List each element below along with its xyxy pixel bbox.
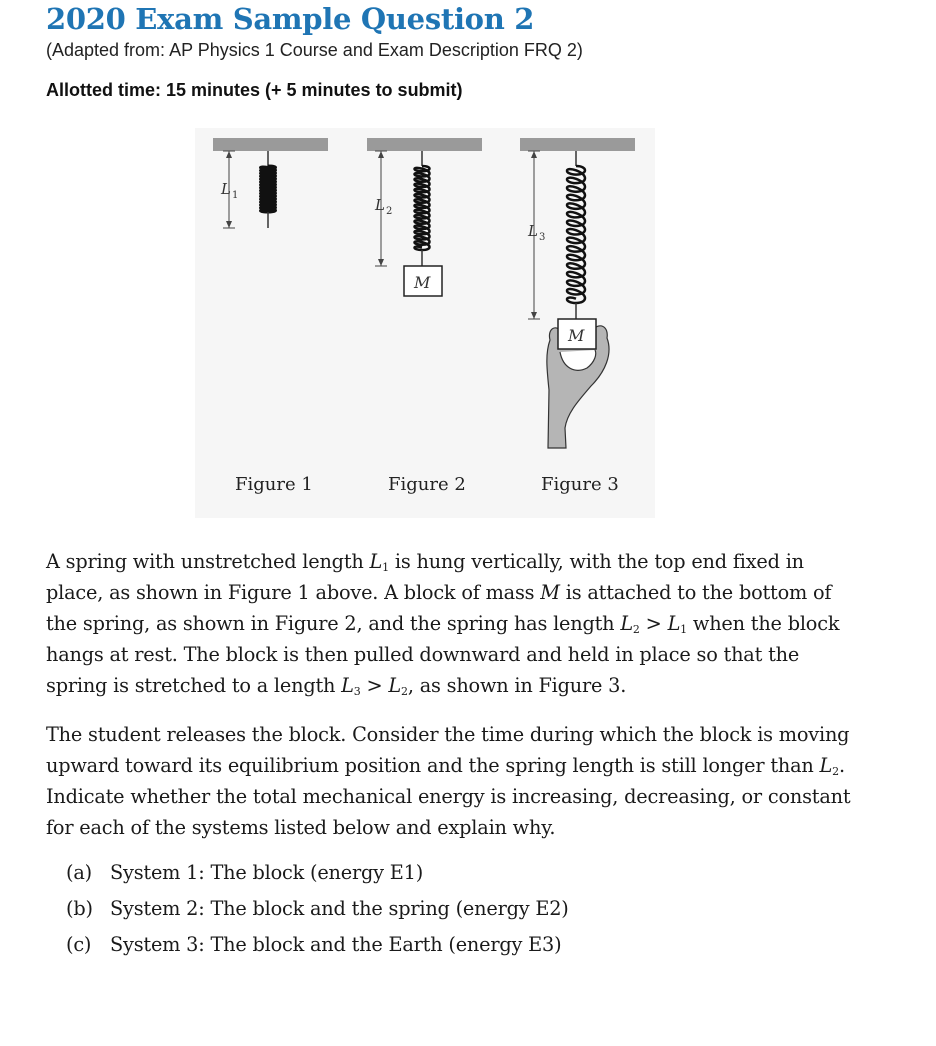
option-c: [66, 927, 569, 963]
option-a: [66, 855, 569, 891]
page-title: 2020 Exam Sample Question 2: [46, 2, 535, 36]
ceiling-3: [520, 138, 635, 151]
para2-line4: for each of the systems listed below and explain why.: [46, 816, 556, 839]
para2-line1: The student releases the block. Consider the time during which the block is moving: [46, 723, 850, 746]
problem-paragraph-2: [46, 719, 851, 843]
option-b-label: (b): [66, 897, 93, 920]
length-label-2: L: [375, 196, 385, 214]
para1-line1: A spring with unstretched length $L_1$ is hung vertically, with the top end fixed in: [46, 550, 804, 574]
length-sub-3: 3: [539, 232, 546, 243]
figure-1-caption: Figure 1: [235, 474, 313, 495]
figure-2-caption: Figure 2: [388, 474, 466, 495]
option-b: [66, 891, 569, 927]
figure-3-caption: Figure 3: [541, 474, 619, 495]
para1-line2: place, as shown in Figure 1 above. A block of mass M is attached to the bottom of: [46, 581, 832, 604]
spring-1: [261, 166, 276, 212]
length-label-1: L: [221, 180, 231, 198]
para1-line5: spring is stretched to a length $L_3 > L_2$, as shown in Figure 3.: [46, 674, 627, 698]
mass-label-2: M: [414, 273, 431, 292]
spring-figures: [195, 128, 655, 518]
para2-line3: Indicate whether the total mechanical energy is increasing, decreasing, or constant: [46, 785, 851, 808]
length-sub-2: 2: [386, 206, 393, 217]
option-c-text: System 3: The block and the Earth (energy E3): [110, 933, 562, 956]
para1-line4: hangs at rest. The block is then pulled downward and held in place so that the: [46, 643, 800, 666]
source-subtitle: (Adapted from: AP Physics 1 Course and Exam Description FRQ 2): [46, 40, 583, 60]
allotted-time: Allotted time: 15 minutes (+ 5 minutes to submit): [46, 80, 463, 100]
ceiling-2: [367, 138, 482, 151]
option-c-label: (c): [66, 933, 92, 956]
spring-figures-svg: [195, 128, 655, 518]
mass-label-3: M: [568, 326, 585, 345]
length-label-3: L: [528, 222, 538, 240]
length-sub-1: 1: [232, 190, 239, 201]
system-options-list: [66, 855, 569, 963]
para2-line2: upward toward its equilibrium position and the spring length is still longer than $L_2$.: [46, 754, 845, 778]
option-b-text: System 2: The block and the spring (energy E2): [110, 897, 569, 920]
para1-line3: the spring, as shown in Figure 2, and the spring has length $L_2 > L_1$ when the block: [46, 612, 840, 636]
ceiling-1: [213, 138, 328, 151]
option-a-text: System 1: The block (energy E1): [110, 861, 424, 884]
option-a-label: (a): [66, 861, 92, 884]
problem-paragraph-1: [46, 546, 840, 701]
